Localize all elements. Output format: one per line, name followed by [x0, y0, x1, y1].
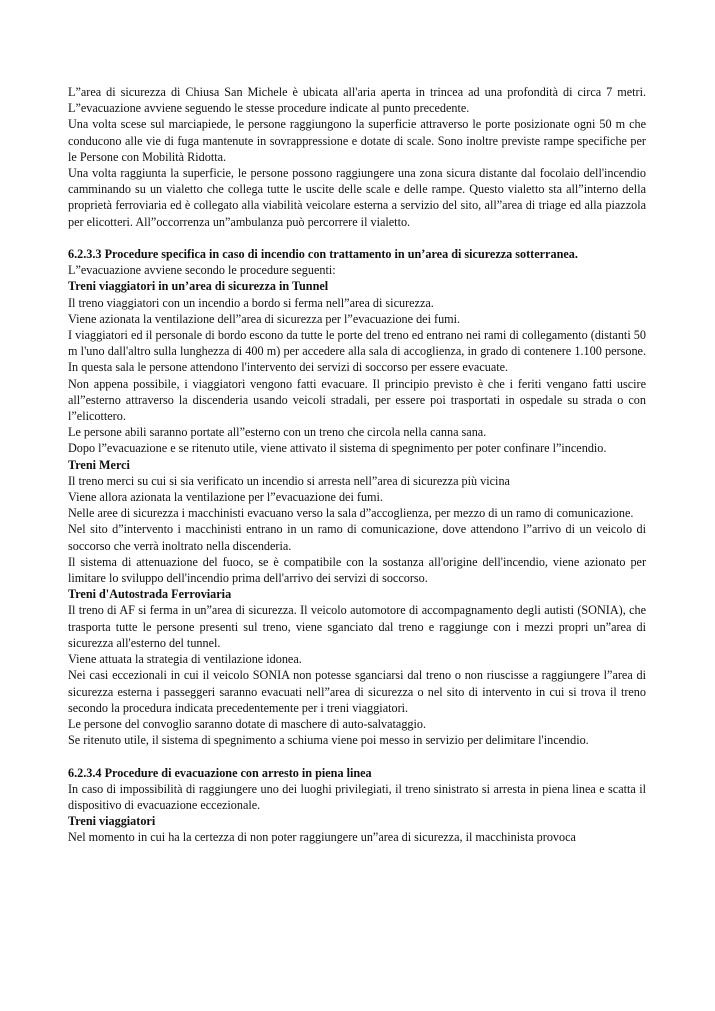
- paragraph: Il treno merci su cui si sia verificato un incendio si arresta nell”area di sicurezza più vicina: [68, 473, 510, 488]
- paragraph: Viene allora azionata la ventilazione per l”evacuazione dei fumi.: [68, 490, 383, 505]
- subsection-heading: Treni viaggiatori in un’area di sicurezza in Tunnel: [68, 279, 329, 294]
- subsection-heading: Treni Merci: [68, 457, 130, 472]
- paragraph: Viene attuata la strategia di ventilazione idonea.: [68, 652, 302, 667]
- subsection-heading: Treni d'Autostrada Ferroviaria: [68, 587, 232, 602]
- paragraph: I viaggiatori ed il personale di bordo escono da tutte le porte del treno ed entrano nei rami di collegamento (distanti 50 m l'uno dall'altro sulla lunghezza di 400 m) per accedere alla sala di accoglienza, in grado di contenere 1.100 persone. In questa sala le persone attendono l'intervento dei servizi di soccorso per essere evacuate.: [68, 328, 646, 375]
- paragraph: In caso di impossibilità di raggiungere uno dei luoghi privilegiati, il treno sinistrato si arresta in piena linea e scatta il dispositivo di evacuazione eccezionale.: [68, 781, 646, 812]
- paragraph: Una volta raggiunta la superficie, le persone possono raggiungere una zona sicura distante dal focolaio dell'incendio camminando su un vialetto che collega tutte le uscite delle scale e delle rampe. Questo vialetto sta all”interno della proprietà ferroviaria ed è collegato alla viabilità veicolare esterna a servizio del sito, all”area di triage ed alla piazzola per elicotteri. All”occorrenza un”ambulanza può percorrere il vialetto.: [68, 166, 646, 229]
- section-heading: 6.2.3.4 Procedure di evacuazione con arresto in piena linea: [68, 765, 372, 780]
- paragraph: Viene azionata la ventilazione dell”area di sicurezza per l”evacuazione dei fumi.: [68, 311, 461, 326]
- paragraph: Le persone del convoglio saranno dotate di maschere di auto-salvataggio.: [68, 716, 427, 731]
- paragraph: Nei casi eccezionali in cui il veicolo SONIA non potesse sganciarsi dal treno o non riuscisse a raggiungere l”area di sicurezza esterna i passeggeri saranno evacuati nell”area di sicurezza o nel sito di intervento in cui si trova il treno secondo la procedura indicata precedentemente per i treni viaggiatori.: [68, 668, 646, 715]
- paragraph: Nel sito d”intervento i macchinisti entrano in un ramo di comunicazione, dove attendono l”arrivo di un veicolo di soccorso che verrà inoltrato nella discenderia.: [68, 522, 646, 553]
- paragraph: L”evacuazione avviene secondo le procedure seguenti:: [68, 263, 336, 278]
- paragraph: Il treno viaggiatori con un incendio a bordo si ferma nell”area di sicurezza.: [68, 295, 434, 310]
- paragraph: Una volta scese sul marciapiede, le persone raggiungono la superficie attraverso le porte posizionate ogni 50 m che conducono alle vie di fuga mantenute in sovrappressione e dotate di scale. Sono inoltre previste rampe specifiche per le Persone con Mobilità Ridotta.: [68, 117, 646, 164]
- paragraph: Nelle aree di sicurezza i macchinisti evacuano verso la sala d”accoglienza, per mezzo di un ramo di comunicazione.: [68, 506, 634, 521]
- paragraph: Il treno di AF si ferma in un”area di sicurezza. Il veicolo automotore di accompagnamento degli autisti (SONIA), che trasporta tutte le persone presenti sul treno, viene sganciato dal treno e raggiunge con i mezzi propri un”area di sicurezza all'esterno del tunnel.: [68, 603, 646, 650]
- paragraph: Il sistema di attenuazione del fuoco, se è compatibile con la sostanza all'origine dell'incendio, viene azionato per limitare lo sviluppo dell'incendio prima dell'arrivo dei servizi di soccorso.: [68, 554, 646, 586]
- paragraph: L”area di sicurezza di Chiusa San Michele è ubicata all'aria aperta in trincea ad una profondità di circa 7 metri. L”evacuazione avviene seguendo le stesse procedure indicate al punto precedente.: [68, 85, 646, 116]
- spacer: [68, 230, 646, 246]
- subsection-heading: Treni viaggiatori: [68, 814, 156, 829]
- paragraph: Non appena possibile, i viaggiatori vengono fatti evacuare. Il principio previsto è che i feriti vengano fatti uscire all”esterno attraverso la discenderia usando veicoli stradali, per essere poi trasportati in ospedale su strada o con l”elicottero.: [68, 376, 646, 424]
- paragraph: Se ritenuto utile, il sistema di spegnimento a schiuma viene poi messo in servizio per delimitare l'incendio.: [68, 733, 589, 748]
- paragraph: Nel momento in cui ha la certezza di non poter raggiungere un”area di sicurezza, il macchinista provoca: [68, 830, 576, 845]
- spacer: [68, 748, 646, 764]
- paragraph: Dopo l”evacuazione e se ritenuto utile, viene attivato il sistema di spegnimento per poter confinare l”incendio.: [68, 441, 607, 456]
- section-heading: 6.2.3.3 Procedure specifica in caso di incendio con trattamento in un’area di sicurezza sotterranea.: [68, 247, 578, 262]
- document-body: [68, 84, 646, 846]
- paragraph: Le persone abili saranno portate all”esterno con un treno che circola nella canna sana.: [68, 425, 487, 440]
